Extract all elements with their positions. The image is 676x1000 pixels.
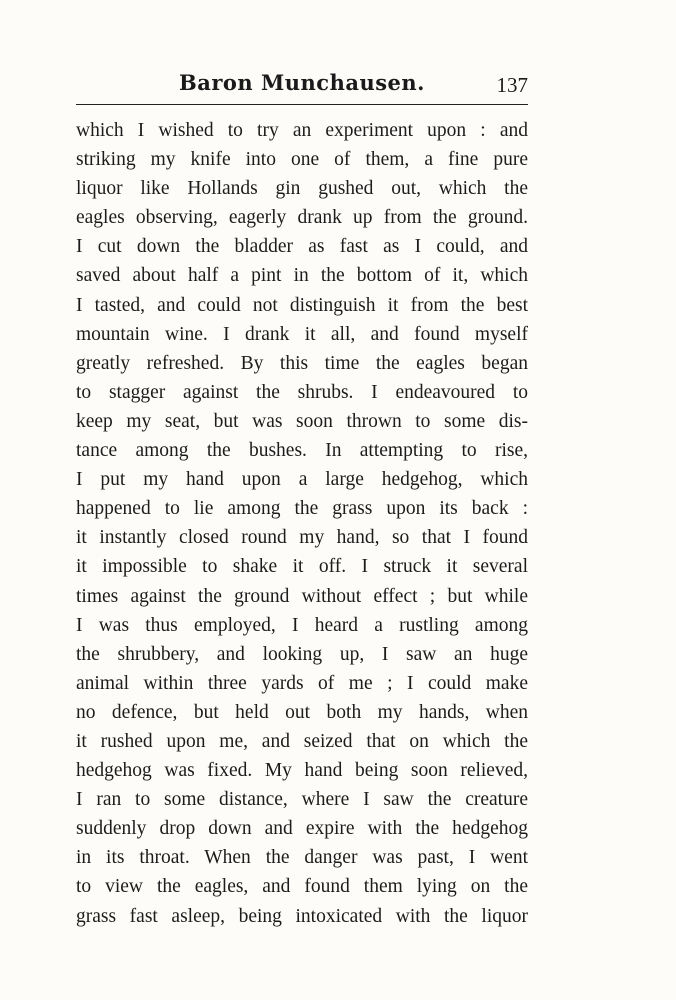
text-line: times against the ground without effect ; but while	[76, 585, 528, 607]
text-line: striking my knife into one of them, a fine pure	[76, 149, 528, 171]
text-line: no defence, but held out both my hands, when	[76, 701, 528, 723]
text-line: I was thus employed, I heard a rustling among	[76, 614, 528, 636]
text-line: saved about half a pint in the bottom of it, which	[76, 265, 528, 287]
text-line: it rushed upon me, and seized that on which the	[76, 730, 528, 752]
text-line: grass fast asleep, being intoxicated with the liquor	[76, 905, 528, 927]
text-line: which I wished to try an experiment upon : and	[76, 120, 528, 141]
text-line: suddenly drop down and expire with the hedgehog	[76, 818, 528, 840]
text-line: it instantly closed round my hand, so that I found	[76, 527, 528, 549]
text-line: animal within three yards of me ; I could make	[76, 672, 528, 694]
text-line: to view the eagles, and found them lying on the	[76, 876, 528, 898]
text-line: happened to lie among the grass upon its back :	[76, 498, 528, 520]
text-line: I put my hand upon a large hedgehog, which	[76, 469, 528, 491]
text-line: eagles observing, eagerly drank up from the ground.	[76, 207, 528, 229]
text-line: the shrubbery, and looking up, I saw an huge	[76, 643, 528, 665]
text-line: hedgehog was fixed. My hand being soon relieved,	[76, 760, 528, 782]
text-line: tance among the bushes. In attempting to rise,	[76, 440, 528, 462]
header-rule	[76, 104, 528, 105]
body-text	[76, 116, 528, 931]
text-line: liquor like Hollands gin gushed out, which the	[76, 178, 528, 200]
running-head	[76, 66, 528, 100]
text-line: in its throat. When the danger was past, I went	[76, 847, 528, 869]
text-line: I cut down the bladder as fast as I could, and	[76, 236, 528, 258]
text-line: I tasted, and could not distinguish it from the best	[76, 294, 528, 316]
text-line: it impossible to shake it off. I struck it several	[76, 556, 528, 578]
text-line: to stagger against the shrubs. I endeavoured to	[76, 381, 528, 403]
page-number: 137	[496, 73, 528, 97]
running-title: Baron Munchausen.	[179, 70, 425, 95]
text-line: mountain wine. I drank it all, and found myself	[76, 323, 528, 345]
text-line: keep my seat, but was soon thrown to some dis-	[76, 410, 528, 432]
text-line: I ran to some distance, where I saw the creature	[76, 789, 528, 811]
text-line: greatly refreshed. By this time the eagles began	[76, 352, 528, 374]
